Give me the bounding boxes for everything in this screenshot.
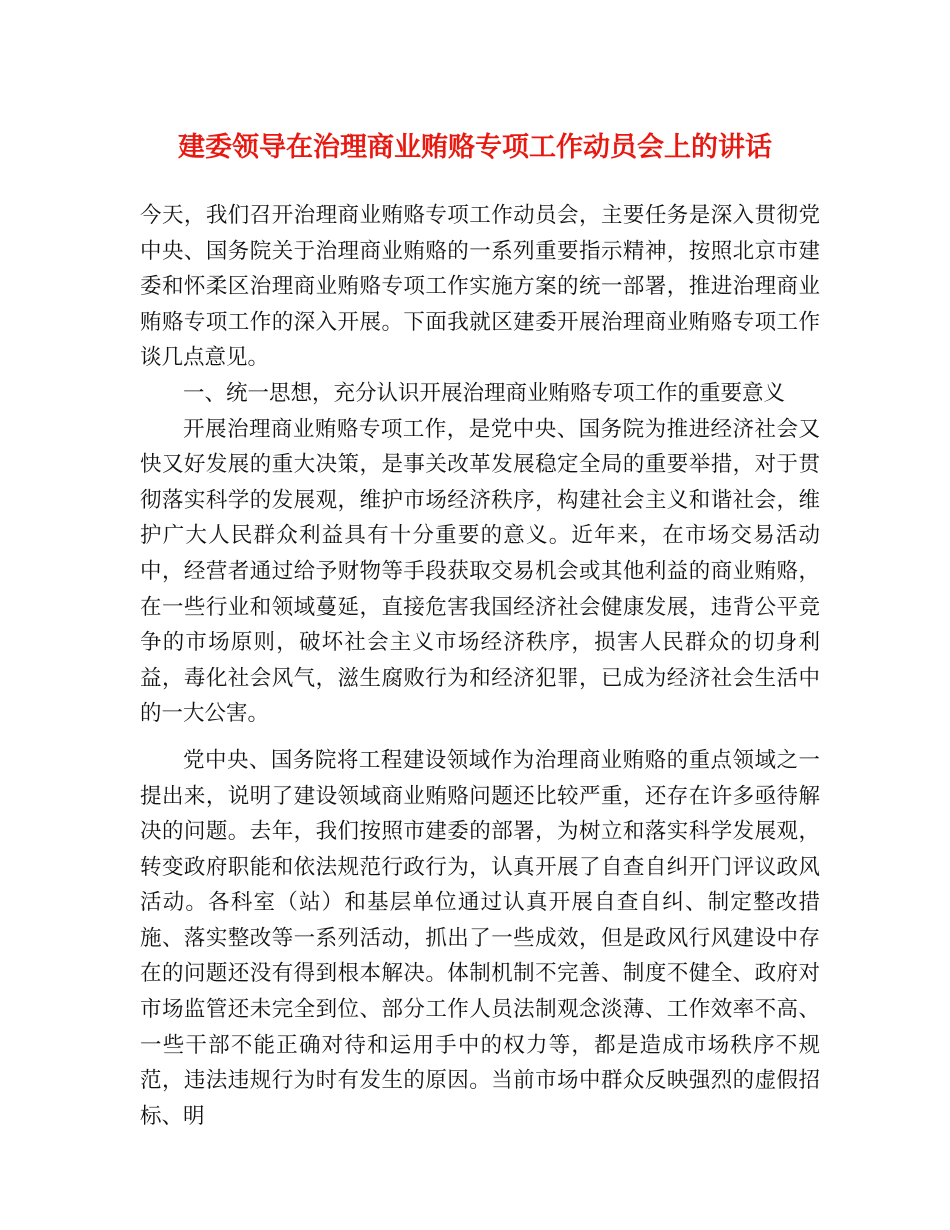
paragraph-significance: 开展治理商业贿赂专项工作，是党中央、国务院为推进经济社会又快又好发展的重大决策，是事关改革发展稳定全局的重要举措，对于贯彻落实科学的发展观，维护市场经济秩序，构建社会主义和谐社会，维护广大人民群众利益具有十分重要的意义。近年来，在市场交易活动中，经营者通过给予财物等手段获取交易机会或其他利益的商业贿赂，在一些行业和领域蔓延，直接危害我国经济社会健康发展，违背公平竞争的市场原则，破坏社会主义市场经济秩序，损害人民群众的切身利益，毒化社会风气，滋生腐败行为和经济犯罪，已成为经济社会生活中的一大公害。	[140, 416, 820, 727]
document-body	[140, 198, 820, 1134]
paragraph-intro: 今天，我们召开治理商业贿赂专项工作动员会，主要任务是深入贯彻党中央、国务院关于治理商业贿赂的一系列重要指示精神，按照北京市建委和怀柔区治理商业贿赂专项工作实施方案的统一部署，推进治理商业贿赂专项工作的深入开展。下面我就区建委开展治理商业贿赂专项工作谈几点意见。	[140, 203, 820, 371]
section-heading-1: 一、统一思想，充分认识开展治理商业贿赂专项工作的重要意义	[183, 380, 786, 406]
document-title: 建委领导在治理商业贿赂专项工作动员会上的讲话	[178, 132, 772, 163]
paragraph-construction-field: 党中央、国务院将工程建设领域作为治理商业贿赂的重点领域之一提出来，说明了建设领域商业贿赂问题还比较严重，还存在许多亟待解决的问题。去年，我们按照市建委的部署，为树立和落实科学发展观，转变政府职能和依法规范行政行为，认真开展了自查自纠开门评议政风活动。各科室（站）和基层单位通过认真开展自查自纠、制定整改措施、落实整改等一系列活动，抓出了一些成效，但是政风行风建设中存在的问题还没有得到根本解决。体制机制不完善、制度不健全、政府对市场监管还未完全到位、部分工作人员法制观念淡薄、工作效率不高、一些干部不能正确对待和运用手中的权力等，都是造成市场秩序不规范，违法违规行为时有发生的原因。当前市场中群众反映强烈的虚假招标、明	[140, 747, 820, 1129]
